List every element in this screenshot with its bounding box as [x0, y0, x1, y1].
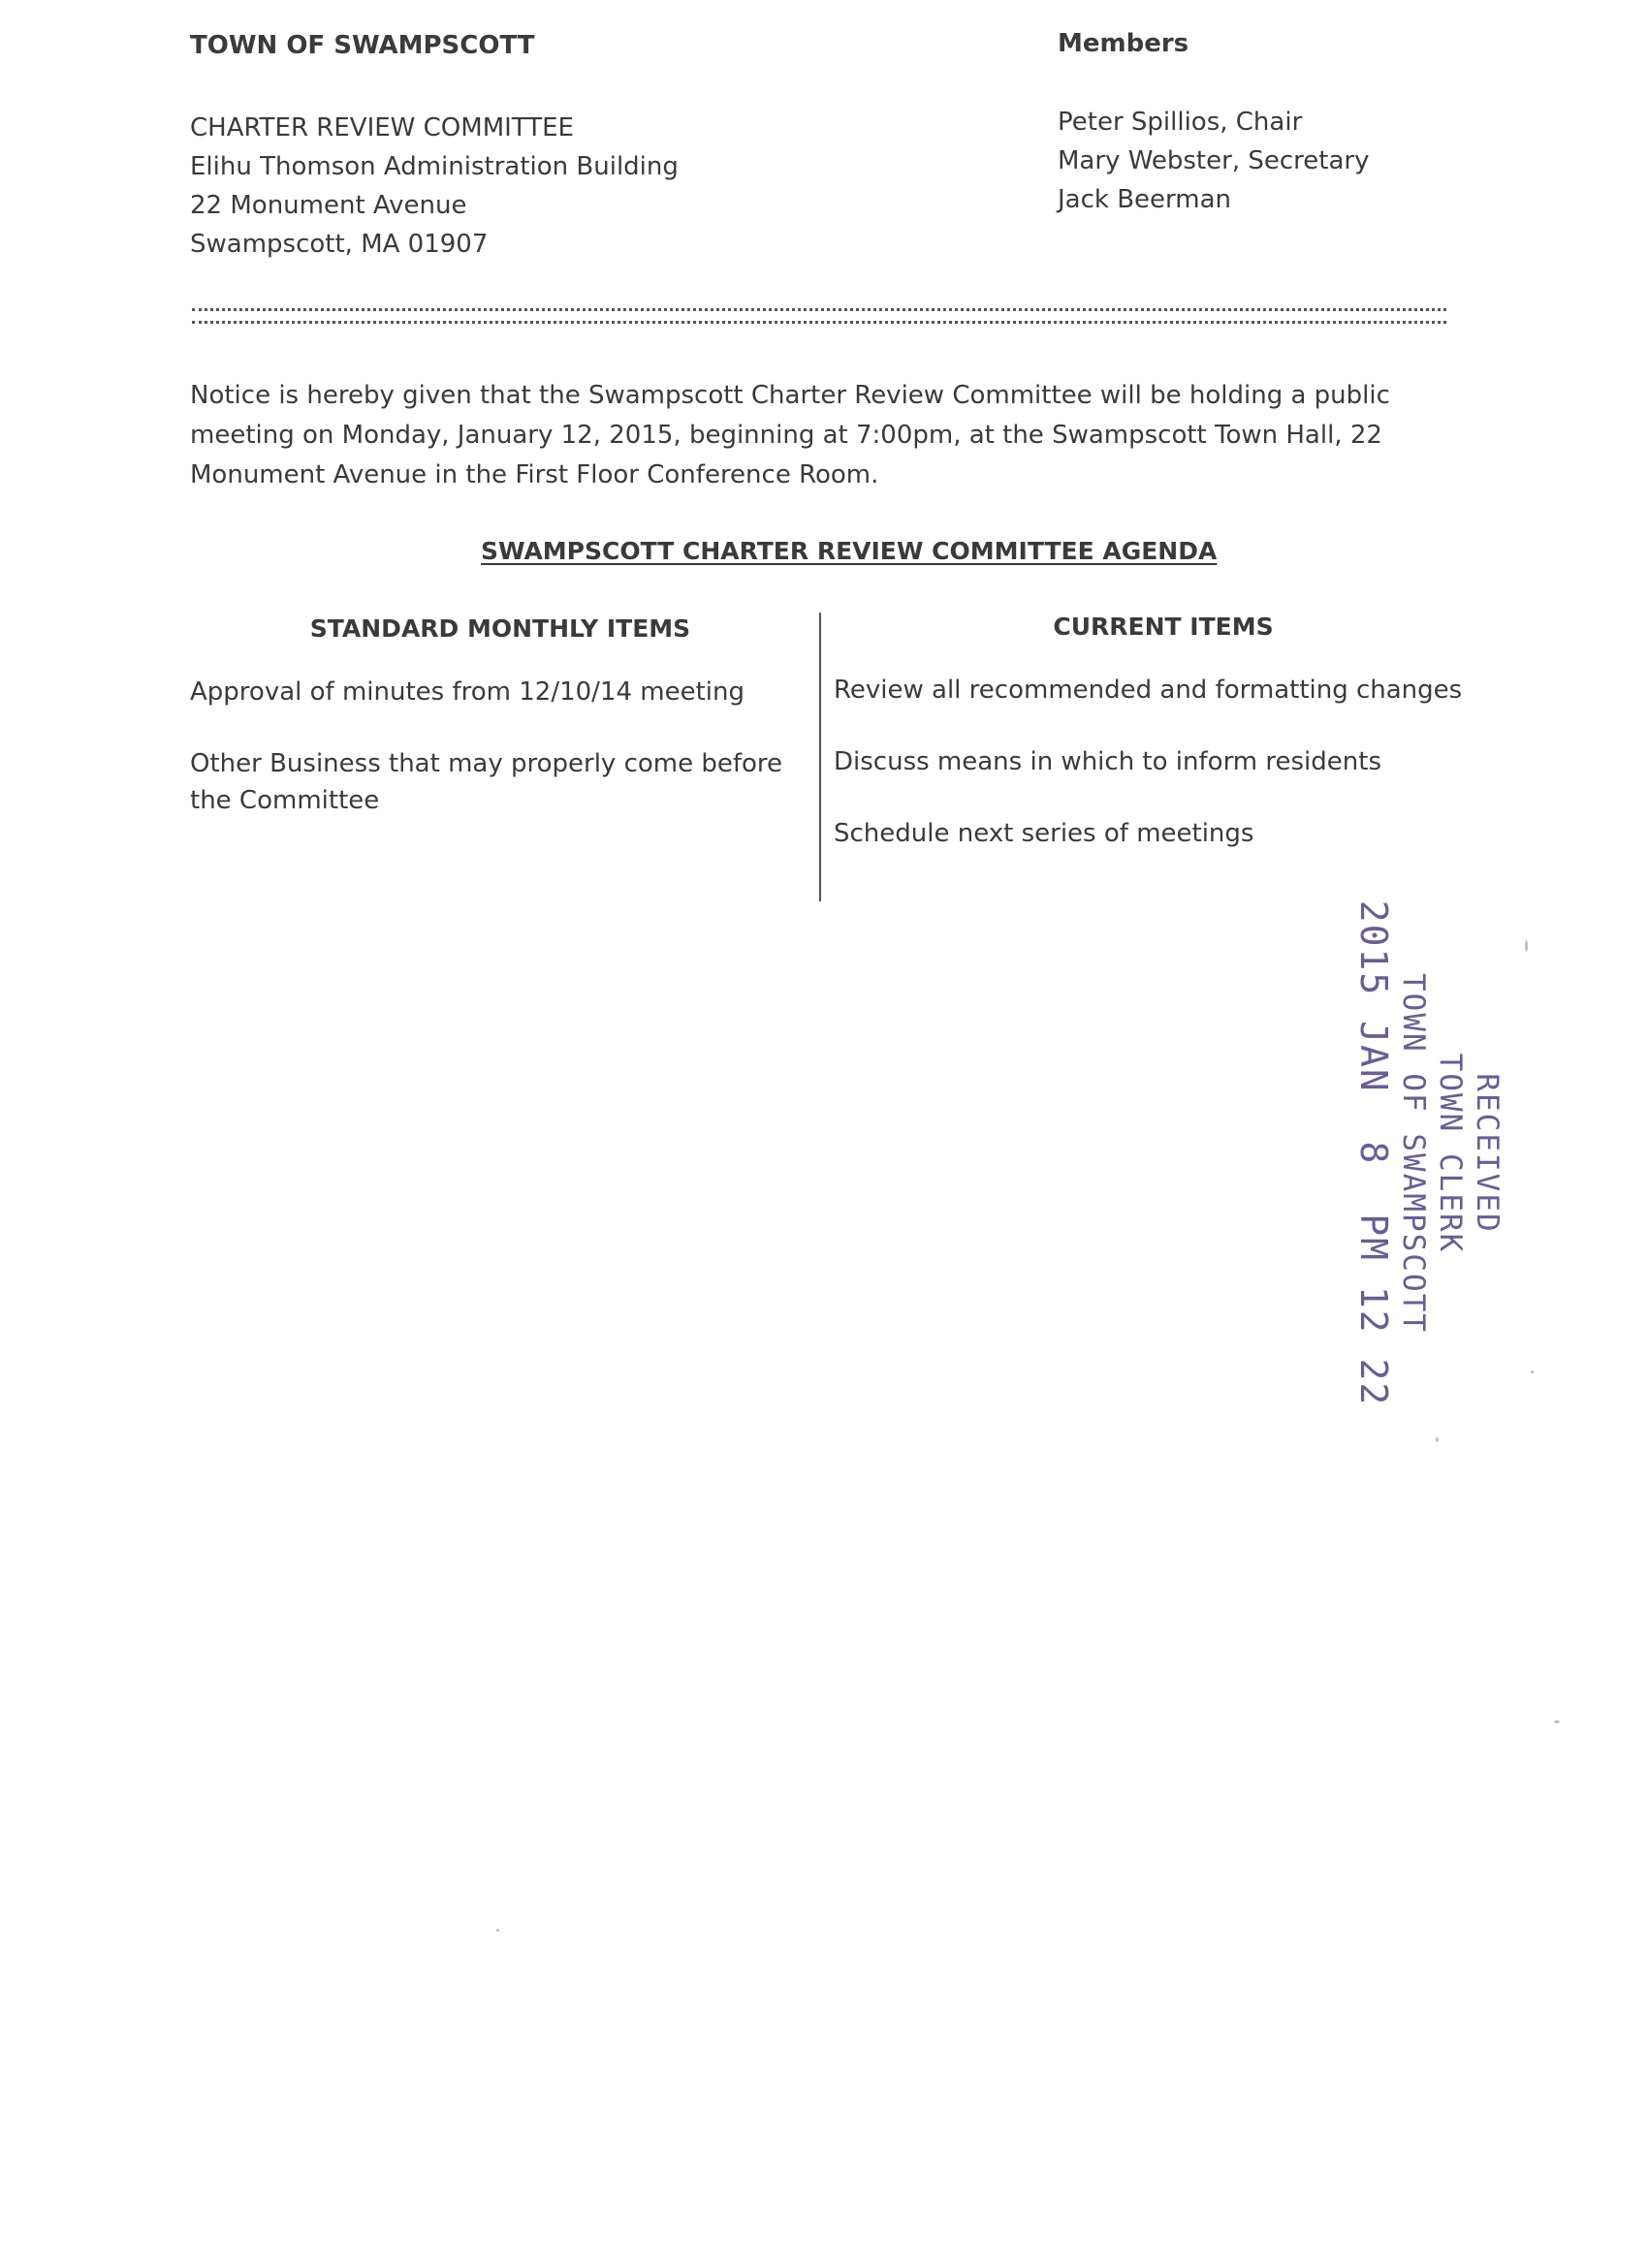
member-chair: Peter Spillios, Chair [1058, 108, 1303, 137]
committee-name: CHARTER REVIEW COMMITTEE [190, 113, 574, 142]
meeting-notice: Notice is hereby given that the Swampscott Charter Review Committee will be holding a public meeting on Monday, January 12, 2015, beginning at 7:00pm, at the Swampscott Town Hall, 22 Monument Avenue in the First Floor Conference Room. [190, 381, 1390, 489]
agenda-item: Other Business that may properly come before the Committee [190, 749, 783, 815]
city-state-zip: Swampscott, MA 01907 [190, 230, 489, 259]
dotted-divider [192, 308, 1446, 324]
current-items-column [834, 613, 1493, 852]
agenda-item: Discuss means in which to inform residents [834, 747, 1381, 776]
stamp-town-name: TOWN OF SWAMPSCOTT [1396, 973, 1431, 1334]
scan-speck [1525, 940, 1528, 952]
standard-items-column [190, 614, 810, 819]
members-heading: Members [1058, 29, 1189, 58]
street-address: 22 Monument Avenue [190, 191, 467, 220]
stamp-text [1352, 900, 1505, 1406]
scan-speck [496, 1929, 499, 1932]
agenda-item: Approval of minutes from 12/10/14 meeting [190, 677, 745, 707]
scan-speck [1531, 1370, 1534, 1373]
column-divider [819, 613, 821, 901]
stamp-town-clerk: TOWN CLERK [1433, 1053, 1468, 1254]
standard-items-heading: STANDARD MONTHLY ITEMS [309, 614, 691, 643]
building-name: Elihu Thomson Administration Building [190, 152, 679, 181]
members-list [1058, 103, 1369, 219]
committee-address [190, 109, 679, 264]
scan-speck [1554, 1720, 1560, 1723]
agenda-item: Review all recommended and formatting changes [834, 676, 1463, 705]
town-title: TOWN OF SWAMPSCOTT [190, 31, 535, 60]
member: Jack Beerman [1058, 185, 1232, 214]
received-stamp [1326, 899, 1532, 1407]
current-items-heading: CURRENT ITEMS [1053, 613, 1274, 641]
stamp-date: 2015 JAN 8 PM 12 22 [1352, 899, 1395, 1407]
stamp-received: RECEIVED [1470, 1073, 1505, 1234]
member-secretary: Mary Webster, Secretary [1058, 146, 1370, 175]
agenda-title: SWAMPSCOTT CHARTER REVIEW COMMITTEE AGENDA [481, 537, 1218, 565]
scan-speck [1436, 1437, 1439, 1442]
agenda-item: Schedule next series of meetings [834, 819, 1254, 848]
